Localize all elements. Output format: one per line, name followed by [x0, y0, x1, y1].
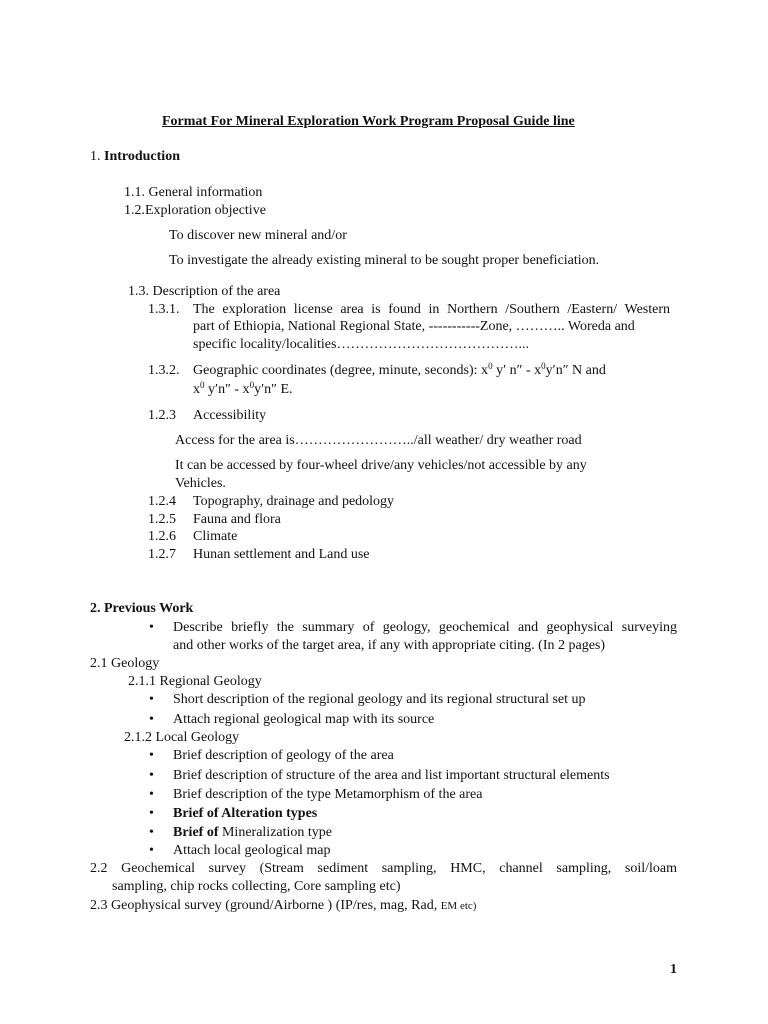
geochemical-survey-line-2: sampling, chip rocks collecting, Core sampling etc) [112, 879, 401, 894]
item-125-number: 1.2.5 [148, 512, 176, 527]
previous-work-desc-2: and other works of the target area, if any with appropriate citing. (In 2 pages) [173, 638, 606, 653]
regional-item-2: Attach regional geological map with its source [173, 712, 435, 727]
local-item-6: Attach local geological map [173, 843, 331, 858]
s132-line-2: $x^0$ $y'n'' - x^0y'n''$ E. [193, 380, 293, 397]
bullet-icon: • [149, 825, 154, 840]
section-1-title: Introduction [104, 149, 180, 164]
bullet-icon: • [149, 748, 154, 763]
section-2-heading: 2. Previous Work [90, 601, 194, 616]
bullet-icon: • [149, 692, 154, 707]
s123-label: Accessibility [193, 408, 267, 423]
local-item-5: Brief of Mineralization type [173, 825, 333, 840]
bullet-icon: • [149, 712, 154, 727]
local-item-3: Brief description of the type Metamorphism of the area [173, 787, 483, 802]
regional-geology-heading: 2.1.1 Regional Geology [128, 674, 262, 689]
s131-line-1: The exploration license area is found in Northern /Southern /Eastern/ Western [193, 302, 670, 317]
access-line-3: Vehicles. [175, 476, 226, 491]
s132-number: 1.3.2. [148, 363, 180, 378]
geology-heading: 2.1 Geology [90, 656, 160, 671]
item-127-number: 1.2.7 [148, 547, 176, 562]
local-item-2: Brief description of structure of the area and list important structural elements [173, 768, 610, 783]
item-127-label: Hunan settlement and Land use [193, 547, 370, 562]
access-line-2: It can be accessed by four-wheel drive/any vehicles/not accessible by any [175, 458, 587, 473]
bullet-icon: • [149, 768, 154, 783]
section-1-heading [90, 148, 180, 166]
exploration-objective: 1.2.Exploration objective [124, 203, 266, 218]
item-125-label: Fauna and flora [193, 512, 281, 527]
objective-2: To investigate the already existing mineral to be sought proper beneficiation. [169, 253, 600, 268]
regional-item-1: Short description of the regional geology and its regional structural set up [173, 692, 586, 707]
section-1-number: 1. [90, 149, 101, 164]
s131-number: 1.3.1. [148, 302, 180, 317]
page-number: 1 [670, 962, 677, 977]
bullet-icon: • [149, 806, 154, 821]
item-126-label: Climate [193, 529, 238, 544]
local-item-1: Brief description of geology of the area [173, 748, 394, 763]
s131-line-3: specific locality/localities…………………………………... [193, 337, 529, 352]
s132-line-1: Geographic coordinates (degree, minute, seconds): $x^0$ y′ $n'' - x^0y'n''$ N and [193, 361, 606, 378]
bullet-icon: • [149, 787, 154, 802]
previous-work-desc-1: Describe briefly the summary of geology, geochemical and geophysical surveying [173, 620, 677, 635]
s123-number: 1.2.3 [148, 408, 176, 423]
item-124-number: 1.2.4 [148, 494, 176, 509]
page-title: Format For Mineral Exploration Work Program Proposal Guide line [162, 114, 575, 129]
geophysical-survey: 2.3 Geophysical survey (ground/Airborne ) (IP/res, mag, Rad, EM etc) [90, 898, 477, 913]
objective-1: To discover new mineral and/or [169, 228, 347, 243]
bullet-icon: • [149, 620, 154, 635]
bullet-icon: • [149, 843, 154, 858]
geochemical-survey-line-1: 2.2 Geochemical survey (Stream sediment sampling, HMC, channel sampling, soil/loam [90, 861, 677, 876]
description-of-area: 1.3. Description of the area [128, 284, 281, 299]
general-information: 1.1. General information [124, 185, 263, 200]
item-126-number: 1.2.6 [148, 529, 176, 544]
item-124-label: Topography, drainage and pedology [193, 494, 395, 509]
local-geology-heading: 2.1.2 Local Geology [124, 730, 240, 745]
s131-line-2: part of Ethiopia, National Regional State, -----------Zone, ……….. Woreda and [193, 319, 635, 334]
access-line-1: Access for the area is……………………../all weather/ dry weather road [175, 433, 582, 448]
local-item-4: Brief of Alteration types [173, 806, 318, 821]
